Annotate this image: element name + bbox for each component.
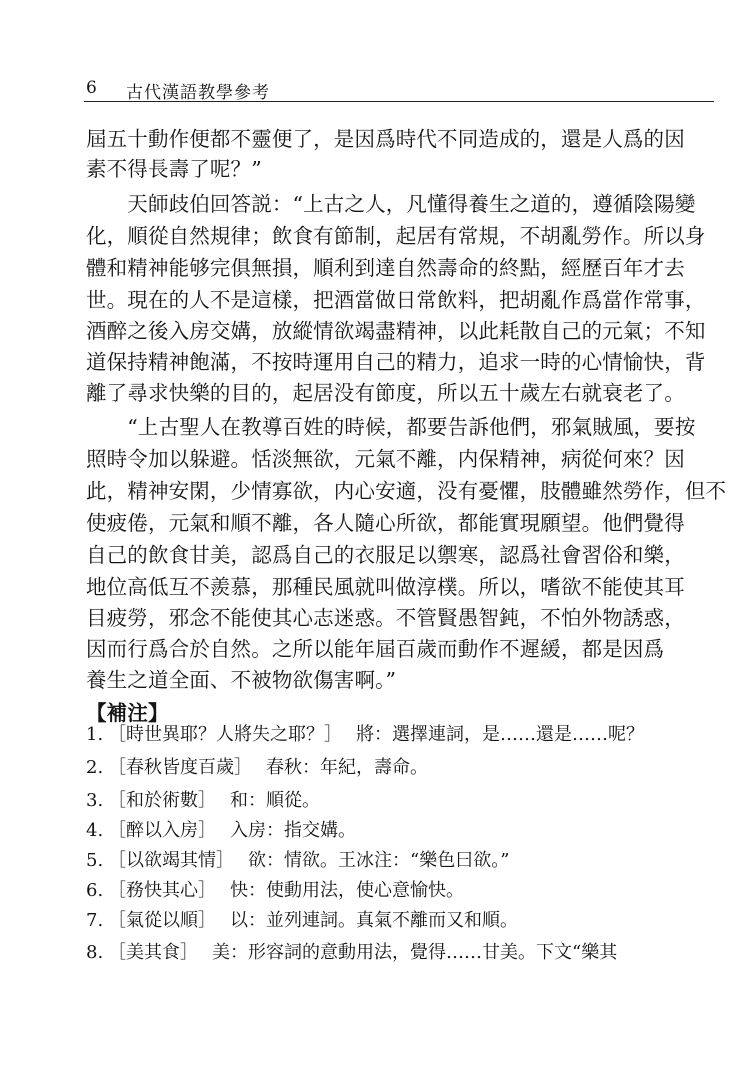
note-definition: 入房：指交媾。	[230, 820, 356, 841]
note-item	[86, 880, 464, 902]
note-definition: 美：形容詞的意動用法，覺得……甘美。下文“樂其	[212, 942, 618, 963]
note-item	[86, 820, 356, 842]
note-number: 8.	[86, 942, 104, 963]
text-line: 此，精神安閑，少情寡欲，内心安適，没有憂懼，肢體雖然勞作，但不	[86, 479, 727, 503]
text-line: 素不得長壽了呢？”	[86, 157, 262, 181]
note-headword: ［務快其心］	[108, 880, 216, 901]
note-headword: ［時世異耶？人將失之耶？］	[108, 724, 342, 745]
page-number: 6	[86, 78, 97, 98]
note-headword: ［春秋皆度百歲］	[108, 757, 252, 778]
note-item	[86, 942, 617, 964]
supplement-heading: 【補注】	[86, 701, 169, 725]
note-number: 5.	[86, 850, 104, 871]
text-line: 道保持精神飽滿，不按時運用自己的精力，追求一時的心情愉快，背	[86, 350, 706, 374]
text-line: 體和精神能够完俱無損，順利到達自然壽命的終點，經歷百年才去	[86, 256, 685, 280]
text-line: 酒醉之後入房交媾，放縱情欲竭盡精神，以此耗散自己的元氣；不知	[86, 319, 706, 343]
text-line: 使疲倦，元氣和順不離，各人隨心所欲，都能實現願望。他們覺得	[86, 511, 685, 535]
note-item	[86, 910, 518, 932]
note-number: 2.	[86, 757, 104, 778]
text-line: 化，順從自然規律；飲食有節制，起居有常規，不胡亂勞作。所以身	[86, 224, 706, 248]
note-number: 1.	[86, 724, 104, 745]
text-line: 天師歧伯回答説：“上古之人，凡懂得養生之道的，遵循陰陽變	[86, 192, 696, 216]
note-item	[86, 724, 644, 746]
text-line: 屆五十動作便都不靈便了，是因爲時代不同造成的，還是人爲的因	[86, 127, 685, 151]
note-number: 3.	[86, 790, 104, 811]
text-line: 自己的飲食甘美，認爲自己的衣服足以禦寒，認爲社會習俗和樂，	[86, 543, 685, 567]
note-number: 4.	[86, 820, 104, 841]
text-line: 世。現在的人不是這樣，把酒當做日常飲料，把胡亂作爲當作常事，	[86, 288, 706, 312]
text-line: 離了尋求快樂的目的，起居没有節度，所以五十歲左右就衰老了。	[86, 381, 685, 405]
text-line: 地位高低互不羨慕，那種民風就叫做淳樸。所以，嗜欲不能使其耳	[86, 575, 685, 599]
note-item	[86, 790, 320, 812]
note-definition: 快：使動用法，使心意愉快。	[230, 880, 464, 901]
note-headword: ［美其食］	[108, 942, 198, 963]
book-title: 古代漢語教學參考	[126, 83, 270, 103]
note-definition: 欲：情欲。王冰注：“樂色曰欲。”	[248, 850, 510, 871]
text-line: 目疲勞，邪念不能使其心志迷惑。不管賢愚智鈍，不怕外物誘惑，	[86, 606, 685, 630]
note-definition: 以：並列連詞。真氣不離而又和順。	[230, 910, 518, 931]
note-headword: ［以欲竭其情］	[108, 850, 234, 871]
note-definition: 將：選擇連詞，是……還是……呢？	[356, 724, 644, 745]
text-line: 因而行爲合於自然。之所以能年屆百歲而動作不遲緩，都是因爲	[86, 637, 665, 661]
note-number: 6.	[86, 880, 104, 901]
header-rule	[84, 101, 714, 102]
note-definition: 春秋：年紀，壽命。	[266, 757, 428, 778]
text-line: 養生之道全面、不被物欲傷害啊。”	[86, 668, 397, 692]
text-line: 照時令加以躲避。恬淡無欲，元氣不離，内保精神，病從何來？因	[86, 447, 685, 471]
note-item	[86, 757, 428, 779]
note-definition: 和：順從。	[230, 790, 320, 811]
note-headword: ［和於術數］	[108, 790, 216, 811]
text-line: “上古聖人在教導百姓的時候，都要告訴他們，邪氣賊風，要按	[86, 415, 696, 439]
note-number: 7.	[86, 910, 104, 931]
note-headword: ［氣從以順］	[108, 910, 216, 931]
note-item	[86, 850, 509, 872]
note-headword: ［醉以入房］	[108, 820, 216, 841]
